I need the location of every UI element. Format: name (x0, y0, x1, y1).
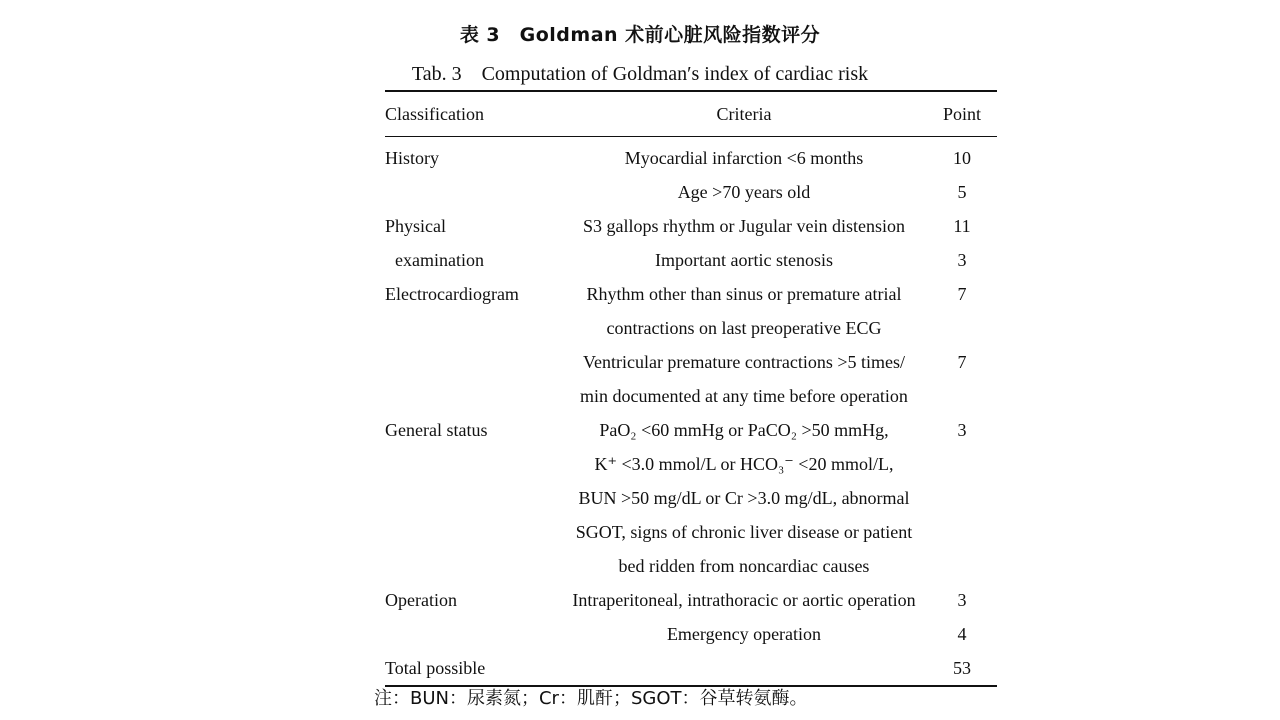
classification-cell: Electrocardiogram (385, 283, 519, 304)
table-row (385, 549, 997, 583)
point-cell (927, 379, 997, 413)
risk-table (385, 90, 997, 687)
classification-cell (385, 447, 561, 481)
criteria-cell: min documented at any time before operation (580, 385, 908, 406)
table-row (385, 345, 997, 379)
point-cell: 3 (957, 249, 967, 270)
classification-cell (385, 175, 561, 209)
point-cell: 3 (957, 419, 967, 440)
criteria-cell (561, 651, 927, 686)
criteria-cell: Ventricular premature contractions >5 times/ (582, 351, 906, 372)
point-cell (927, 481, 997, 515)
point-cell: 7 (957, 283, 967, 304)
header-row (385, 91, 997, 137)
classification-cell (385, 549, 561, 583)
table-row (385, 651, 997, 686)
point-cell (927, 549, 997, 583)
point-cell (927, 311, 997, 345)
table-row (385, 379, 997, 413)
table-row (385, 137, 997, 176)
classification-cell (385, 617, 561, 651)
table-row (385, 243, 997, 277)
table-row (385, 481, 997, 515)
table-title-english: Tab. 3 Computation of Goldman′s index of cardiac risk (411, 63, 869, 85)
criteria-cell: S3 gallops rhythm or Jugular vein distension (583, 215, 905, 236)
classification-cell (385, 379, 561, 413)
point-cell (927, 447, 997, 481)
classification-cell (385, 345, 561, 379)
criteria-cell: PaO₂ <60 mmHg or PaCO₂ >50 mmHg, (599, 419, 889, 440)
point-cell (927, 515, 997, 549)
table-row (385, 515, 997, 549)
point-cell: 4 (957, 623, 967, 644)
criteria-cell: bed ridden from noncardiac causes (618, 555, 870, 576)
criteria-cell: SGOT, signs of chronic liver disease or patient (575, 521, 913, 542)
header-classification: Classification (385, 91, 561, 137)
criteria-cell: Emergency operation (666, 623, 822, 644)
table-row (385, 209, 997, 243)
criteria-cell: Intraperitoneal, intrathoracic or aortic operation (572, 589, 916, 610)
point-cell: 10 (953, 147, 971, 168)
goldman-index-table (385, 90, 997, 687)
classification-cell: Physical (385, 215, 446, 236)
classification-cell (385, 481, 561, 515)
point-cell: 53 (927, 651, 997, 686)
classification-cell: Operation (385, 589, 457, 610)
classification-cell (385, 515, 561, 549)
table-row (385, 617, 997, 651)
table-row (385, 447, 997, 481)
point-cell: 11 (953, 215, 971, 236)
classification-cell: examination (395, 249, 484, 270)
table-row (385, 413, 997, 447)
point-cell: 5 (957, 181, 967, 202)
table-row (385, 311, 997, 345)
classification-cell: Total possible (385, 651, 561, 686)
table-title-chinese: 表 3 Goldman 术前心脏风险指数评分 (459, 24, 821, 46)
classification-cell: General status (385, 419, 488, 440)
criteria-cell: K⁺ <3.0 mmol/L or HCO₃⁻ <20 mmol/L, (594, 453, 894, 474)
table-footnote: 注：BUN：尿素氮；Cr：肌酐；SGOT：谷草转氨酶。 (374, 688, 808, 709)
header-criteria: Criteria (561, 91, 927, 137)
header-point: Point (927, 91, 997, 137)
criteria-cell: Important aortic stenosis (655, 249, 833, 270)
criteria-cell: Myocardial infarction <6 months (624, 147, 864, 168)
classification-cell: History (385, 147, 439, 168)
table-row (385, 175, 997, 209)
table-body (385, 137, 997, 687)
criteria-cell: Rhythm other than sinus or premature atrial (586, 283, 902, 304)
table-row (385, 277, 997, 311)
criteria-cell: BUN >50 mg/dL or Cr >3.0 mg/dL, abnormal (578, 487, 910, 508)
criteria-cell: Age >70 years old (677, 181, 811, 202)
criteria-cell: contractions on last preoperative ECG (606, 317, 882, 338)
table-row (385, 583, 997, 617)
point-cell: 3 (957, 589, 967, 610)
table-header (385, 91, 997, 137)
point-cell: 7 (957, 351, 967, 372)
classification-cell (385, 311, 561, 345)
